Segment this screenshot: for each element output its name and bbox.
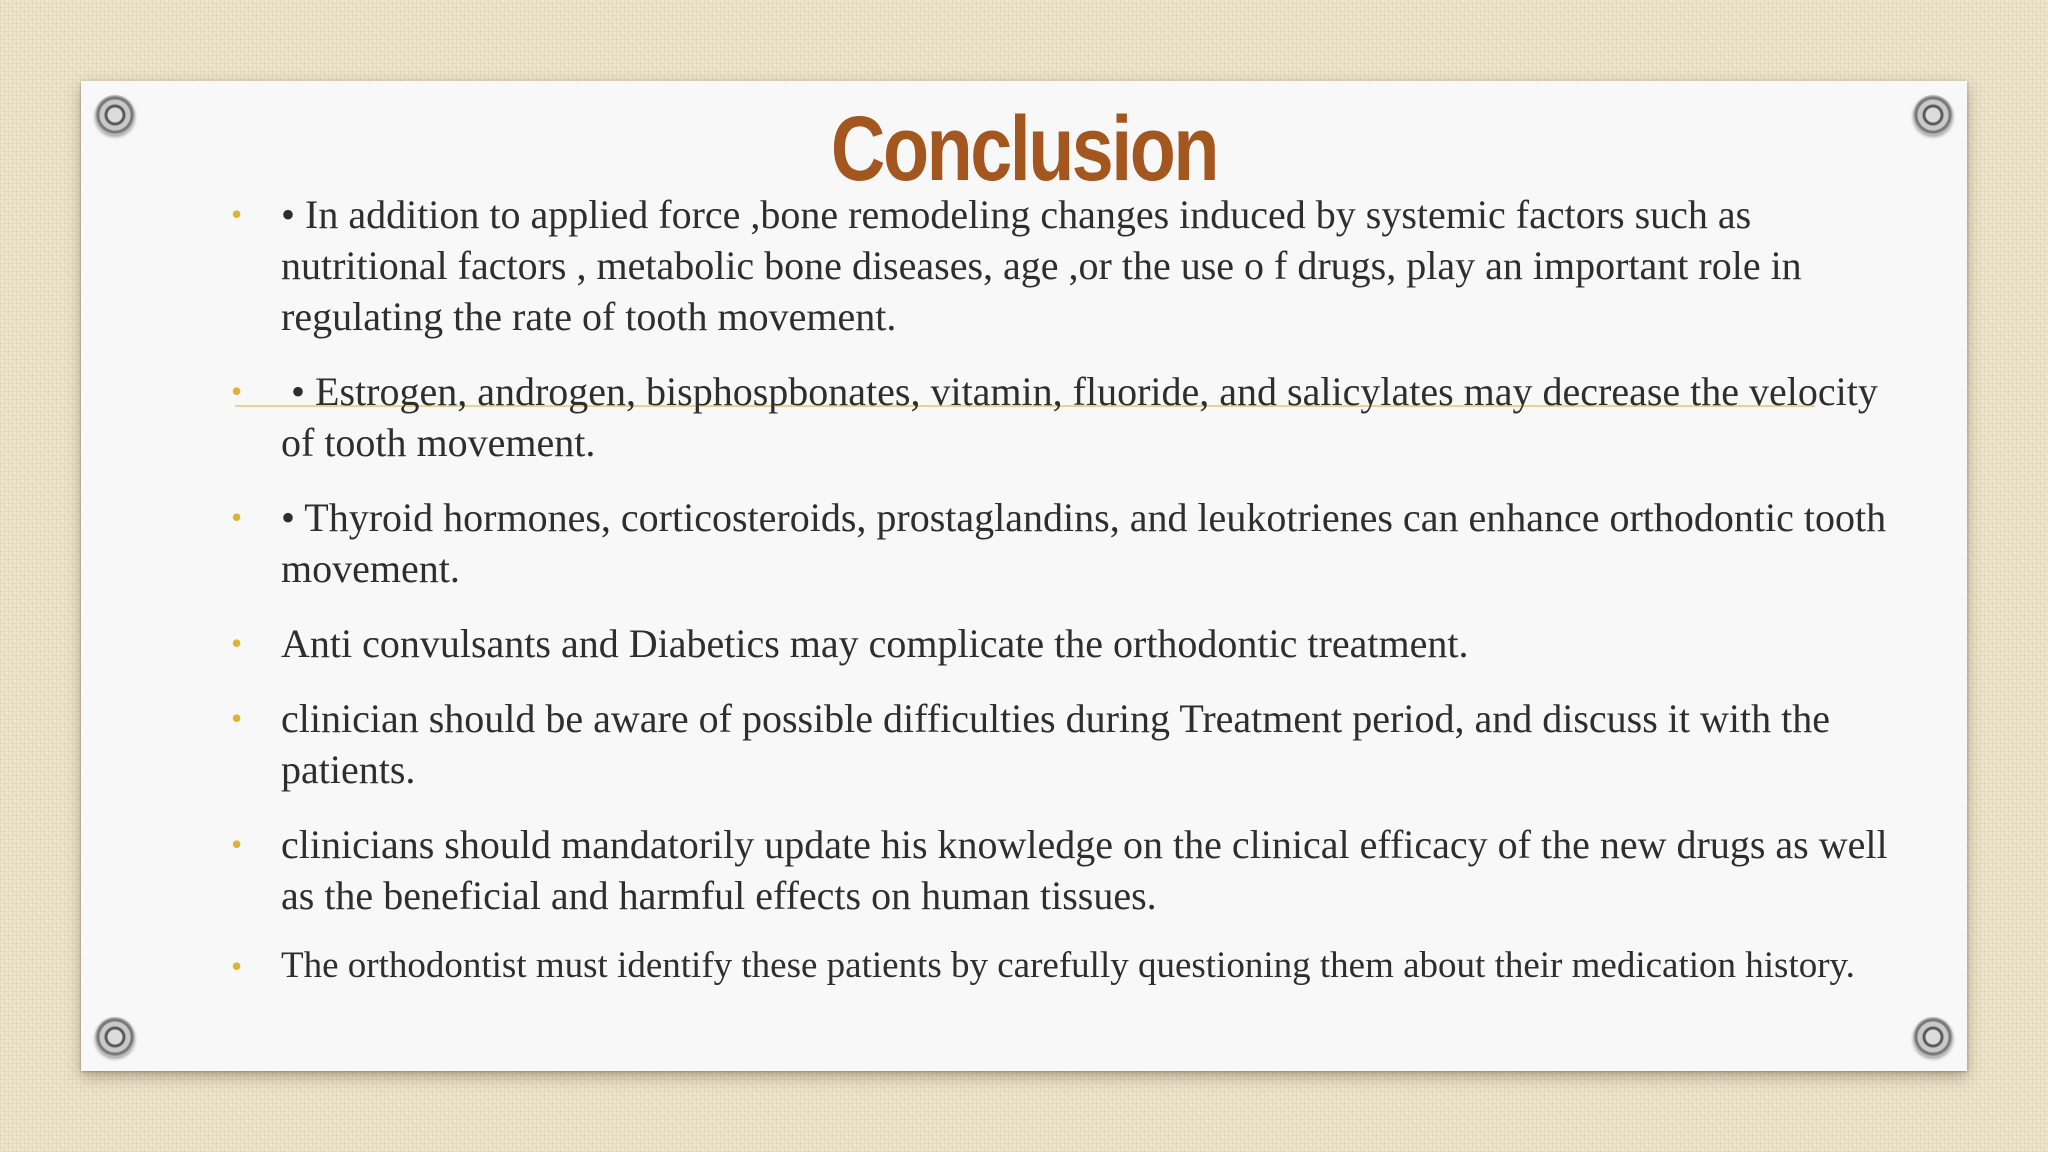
bullet-text: • In addition to applied force ,bone remodeling changes induced by systemic factors such as nutritional factors , metabolic bone diseases, age ,or the use o f drugs, play an important role in regulating the rate of tooth movement. <box>281 192 1802 339</box>
bullet-marker-icon: • <box>231 826 243 862</box>
bullet-item <box>231 492 1891 594</box>
bullet-list <box>231 189 1891 989</box>
bullet-text: clinicians should mandatorily update his knowledge on the clinical efficacy of the new drugs as well as the beneficial and harmful effects on human tissues. <box>281 822 1888 918</box>
grommet-icon <box>95 95 135 135</box>
bullet-item <box>231 819 1891 921</box>
bullet-text: • Estrogen, androgen, bisphospbonates, vitamin, fluoride, and salicylates may decrease the velocity of tooth movement. <box>281 369 1888 465</box>
bullet-item <box>231 189 1891 342</box>
grommet-icon <box>95 1017 135 1057</box>
bullet-text: Anti convulsants and Diabetics may complicate the orthodontic treatment. <box>281 621 1469 666</box>
bullet-item <box>231 618 1891 669</box>
bullet-marker-icon: • <box>231 625 243 661</box>
grommet-icon <box>1913 1017 1953 1057</box>
grommet-icon <box>1913 95 1953 135</box>
bullet-marker-icon: • <box>231 948 243 984</box>
bullet-marker-icon: • <box>231 700 243 736</box>
bullet-marker-icon: • <box>231 196 243 232</box>
bullet-text: clinician should be aware of possible difficulties during Treatment period, and discuss it with the patients. <box>281 696 1830 792</box>
bullet-item <box>231 366 1891 468</box>
bullet-marker-icon: • <box>231 373 243 409</box>
slide-title: Conclusion <box>830 98 1218 200</box>
bullet-item <box>231 943 1891 989</box>
bullet-item <box>231 693 1891 795</box>
bullet-text: The orthodontist must identify these patients by carefully questioning them about their medication history. <box>281 945 1855 986</box>
slide-card <box>81 81 1967 1071</box>
bullet-marker-icon: • <box>231 499 243 535</box>
bullet-text: • Thyroid hormones, corticosteroids, prostaglandins, and leukotrienes can enhance orthodontic tooth movement. <box>281 495 1887 591</box>
